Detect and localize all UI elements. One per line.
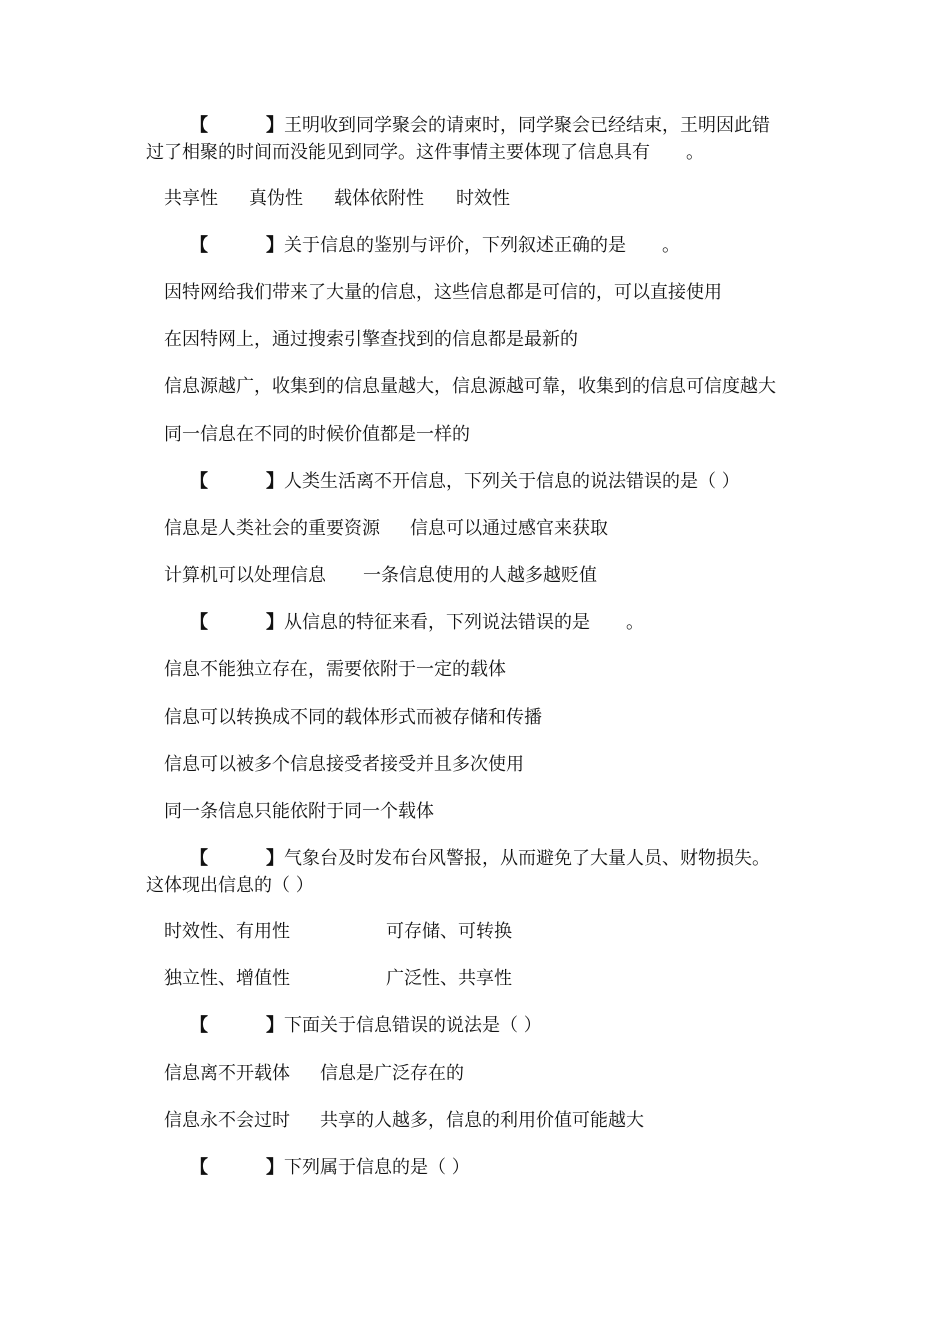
option-a: 信息是人类社会的重要资源	[164, 518, 380, 539]
question-3-options-row-1	[164, 517, 608, 541]
question-6-stem: 【 】下面关于信息错误的说法是（ ）	[190, 1015, 542, 1036]
option-a: 共享性	[164, 188, 218, 209]
question-2-stem: 【 】关于信息的鉴别与评价，下列叙述正确的是 。	[190, 235, 680, 256]
option-a: 时效性、有用性	[164, 921, 290, 942]
question-4-option-b: 信息可以转换成不同的载体形式而被存储和传播	[164, 707, 542, 728]
option-c: 信息永不会过时	[164, 1110, 290, 1131]
option-a: 信息离不开载体	[164, 1063, 290, 1084]
question-7-stem: 【 】下列属于信息的是（ ）	[190, 1157, 470, 1178]
question-4-option-a: 信息不能独立存在，需要依附于一定的载体	[164, 659, 506, 680]
option-b: 信息是广泛存在的	[320, 1063, 464, 1084]
question-2-option-c: 信息源越广，收集到的信息量越大，信息源越可靠，收集到的信息可信度越大	[164, 376, 776, 397]
option-d: 广泛性、共享性	[386, 968, 512, 989]
question-4-option-c: 信息可以被多个信息接受者接受并且多次使用	[164, 754, 524, 775]
question-4-stem: 【 】从信息的特征来看，下列说法错误的是 。	[190, 612, 644, 633]
question-1-stem-cont: 过了相聚的时间而没能见到同学。这件事情主要体现了信息具有 。	[146, 142, 704, 163]
option-d: 时效性	[456, 188, 510, 209]
question-6-options-row-2	[164, 1109, 644, 1133]
question-5-options-row-2	[164, 967, 512, 991]
question-3-stem: 【 】人类生活离不开信息，下列关于信息的说法错误的是（ ）	[190, 471, 740, 492]
option-d: 共享的人越多，信息的利用价值可能越大	[320, 1110, 644, 1131]
question-2-option-b: 在因特网上，通过搜索引擎查找到的信息都是最新的	[164, 329, 578, 350]
question-2-option-a: 因特网给我们带来了大量的信息，这些信息都是可信的，可以直接使用	[164, 282, 722, 303]
question-3-options-row-2	[164, 564, 597, 588]
option-b: 真伪性	[249, 188, 303, 209]
option-b: 信息可以通过感官来获取	[410, 518, 608, 539]
question-4-option-d: 同一条信息只能依附于同一个载体	[164, 801, 434, 822]
answer-bracket-open: 【	[190, 115, 208, 136]
question-5-stem: 【 】气象台及时发布台风警报，从而避免了大量人员、财物损失。	[190, 848, 770, 869]
question-5-stem-cont: 这体现出信息的（ ）	[146, 875, 314, 896]
question-1-stem: 【 】王明收到同学聚会的请柬时，同学聚会已经结束，王明因此错	[190, 115, 770, 136]
answer-bracket-close: 】	[266, 115, 284, 136]
option-c: 独立性、增值性	[164, 968, 290, 989]
question-1-options	[164, 187, 510, 211]
question-6-options-row-1	[164, 1062, 464, 1086]
option-d: 一条信息使用的人越多越贬值	[363, 565, 597, 586]
question-5-options-row-1	[164, 920, 512, 944]
question-2-option-d: 同一信息在不同的时候价值都是一样的	[164, 424, 470, 445]
option-c: 计算机可以处理信息	[164, 565, 326, 586]
option-b: 可存储、可转换	[386, 921, 512, 942]
option-c: 载体依附性	[334, 188, 424, 209]
